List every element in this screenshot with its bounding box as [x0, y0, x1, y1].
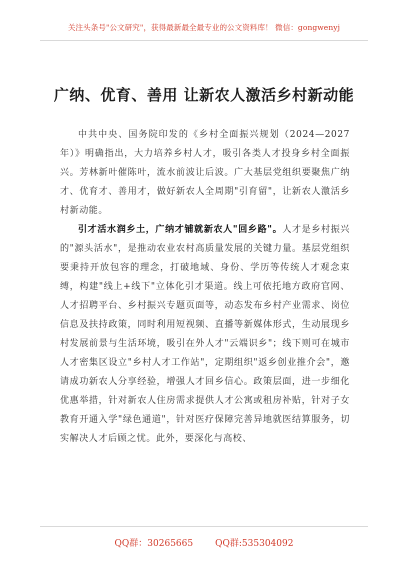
- paragraph-body-text: 人才是乡村振兴的"源头活水"，是推动农业农村高质量发展的关键力量。基层党组织要秉持开放包容的理念，打破地域、身份、学历等传统人才观念束缚，构建"线上+线下"立体化引才渠道。线上可依托地方政府官网、人才招聘平台、乡村振兴专题页面等，动态发布乡村产业需求、岗位信息及扶持政策，同时利用短视频、直播等新媒体形式，生动展现乡村发展前景与生活环境，吸引在外人才"云端识乡"；线下则可在城市人才密集区设立"乡村人才工作站"，定期组织"返乡创业推介会"，邀请成功新农人分享经验，增强人才回乡信心。政策层面，进一步细化优惠举措，针对新农人住房需求提供人才公寓或租房补贴，针对子女教育开通入学"绿色通道"，针对医疗保障完善异地就医结算服务，切实解决人才后顾之忧。此外，要深化与高校、: [60, 225, 350, 444]
- footer-divider: [40, 526, 368, 527]
- document-body: [60, 126, 350, 449]
- paragraph-talent-recruitment: [60, 221, 350, 449]
- footer-qq-group-2: QQ群:535304092: [215, 539, 294, 549]
- paragraph-intro: 中共中央、国务院印发的《乡村全面振兴规划（2024—2027年）》明确指出，大力培养乡村人才，吸引各类人才投身乡村全面振兴。芳林新叶催陈叶，流水前波让后波。广大基层党组织要聚焦广纳才、优育才、善用才，做好新农人全周期"引育留"，让新农人激活乡村新动能。: [60, 130, 350, 216]
- footer-qq-group-1: QQ群：30265665: [114, 539, 194, 549]
- paragraph-lead-sentence: 引才活水润乡土，广纳才铺就新农人"回乡路"。: [78, 225, 283, 235]
- header-note: 关注头条号"公文研究"，获得最新最全最专业的公文资料库！ 微信：gongwenyj: [67, 23, 341, 32]
- header-divider: [40, 40, 368, 41]
- document-title: 广纳、优育、善用 让新农人激活乡村新动能: [53, 86, 355, 104]
- footer: [0, 536, 408, 549]
